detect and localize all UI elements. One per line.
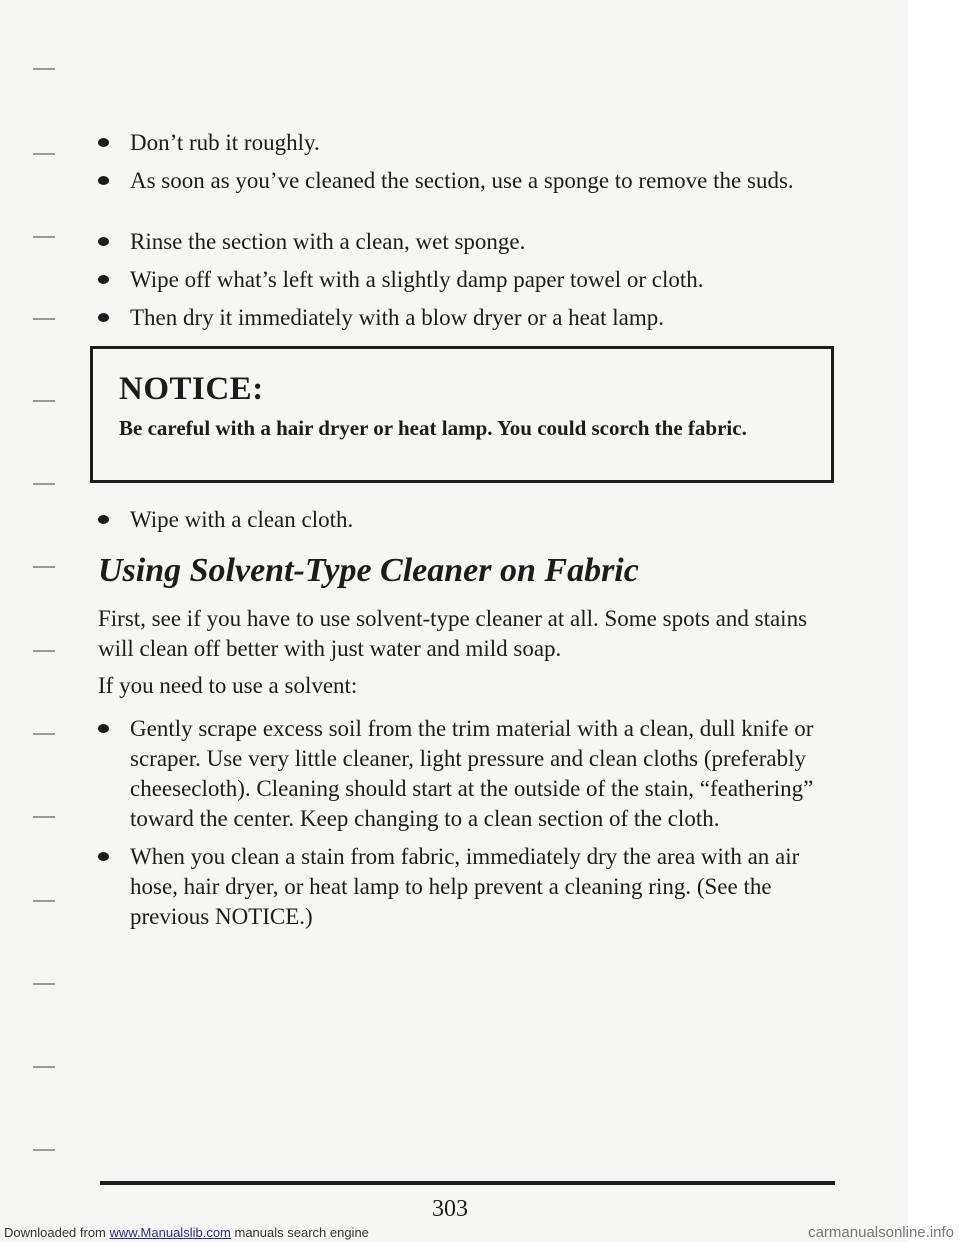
page-right-edge	[908, 0, 960, 1242]
list-item-text: When you clean a stain from fabric, immediately dry the area with an air hose, hair dryer, or heat lamp to help prevent a cleaning ring. (See the previous NOTICE.)	[130, 844, 800, 929]
margin-tick	[33, 236, 55, 238]
margin-tick	[33, 900, 55, 902]
paragraph: First, see if you have to use solvent-type cleaner at all. Some spots and stains will clean off better with just water and mild soap.	[98, 606, 808, 661]
footer-rule	[100, 1181, 835, 1185]
watermark-prefix: Downloaded from	[4, 1225, 110, 1240]
list-item-text: Then dry it immediately with a blow dryer or a heat lamp.	[130, 305, 664, 330]
margin-tick	[33, 68, 55, 70]
watermark-suffix: manuals search engine	[230, 1225, 369, 1240]
site-watermark: carmanualsonline.info	[808, 1224, 954, 1241]
margin-tick	[33, 983, 55, 985]
page-number: 303	[432, 1196, 468, 1222]
list-item-text: Don’t rub it roughly.	[130, 130, 320, 155]
margin-tick	[33, 650, 55, 652]
bullet-icon	[98, 138, 109, 147]
bullet-icon	[98, 275, 109, 284]
notice-box	[90, 346, 834, 483]
download-watermark	[4, 1225, 369, 1240]
list-item-text: Rinse the section with a clean, wet sponge.	[130, 229, 526, 254]
bullet-icon	[98, 176, 109, 185]
margin-tick	[33, 400, 55, 402]
bullet-icon	[98, 515, 109, 524]
bullet-icon	[98, 852, 109, 861]
list-item-text: As soon as you’ve cleaned the section, use a sponge to remove the suds.	[130, 168, 794, 193]
margin-tick	[33, 566, 55, 568]
margin-tick	[33, 1149, 55, 1151]
margin-tick	[33, 318, 55, 320]
notice-body: Be careful with a hair dryer or heat lamp. You could scorch the fabric.	[119, 416, 747, 440]
bullet-icon	[98, 313, 109, 322]
bullet-icon	[98, 237, 109, 246]
margin-tick	[33, 1066, 55, 1068]
paragraph: If you need to use a solvent:	[98, 673, 358, 698]
margin-tick	[33, 153, 55, 155]
margin-tick	[33, 733, 55, 735]
margin-tick	[33, 483, 55, 485]
manualslib-link[interactable]: www.Manualslib.com	[109, 1225, 231, 1240]
bullet-icon	[98, 724, 109, 733]
list-item-text: Gently scrape excess soil from the trim material with a clean, dull knife or scraper. Use very little cleaner, light pressure and clean cloths (preferably cheesecloth). Cleaning should start at the outside of the stain, “feathering” toward the center. Keep changing to a clean section of the cloth.	[130, 716, 814, 831]
notice-title: NOTICE:	[119, 371, 264, 407]
list-item-text: Wipe with a clean cloth.	[130, 507, 354, 532]
section-heading: Using Solvent-Type Cleaner on Fabric	[98, 552, 639, 589]
list-item-text: Wipe off what’s left with a slightly damp paper towel or cloth.	[130, 267, 704, 292]
margin-tick	[33, 816, 55, 818]
